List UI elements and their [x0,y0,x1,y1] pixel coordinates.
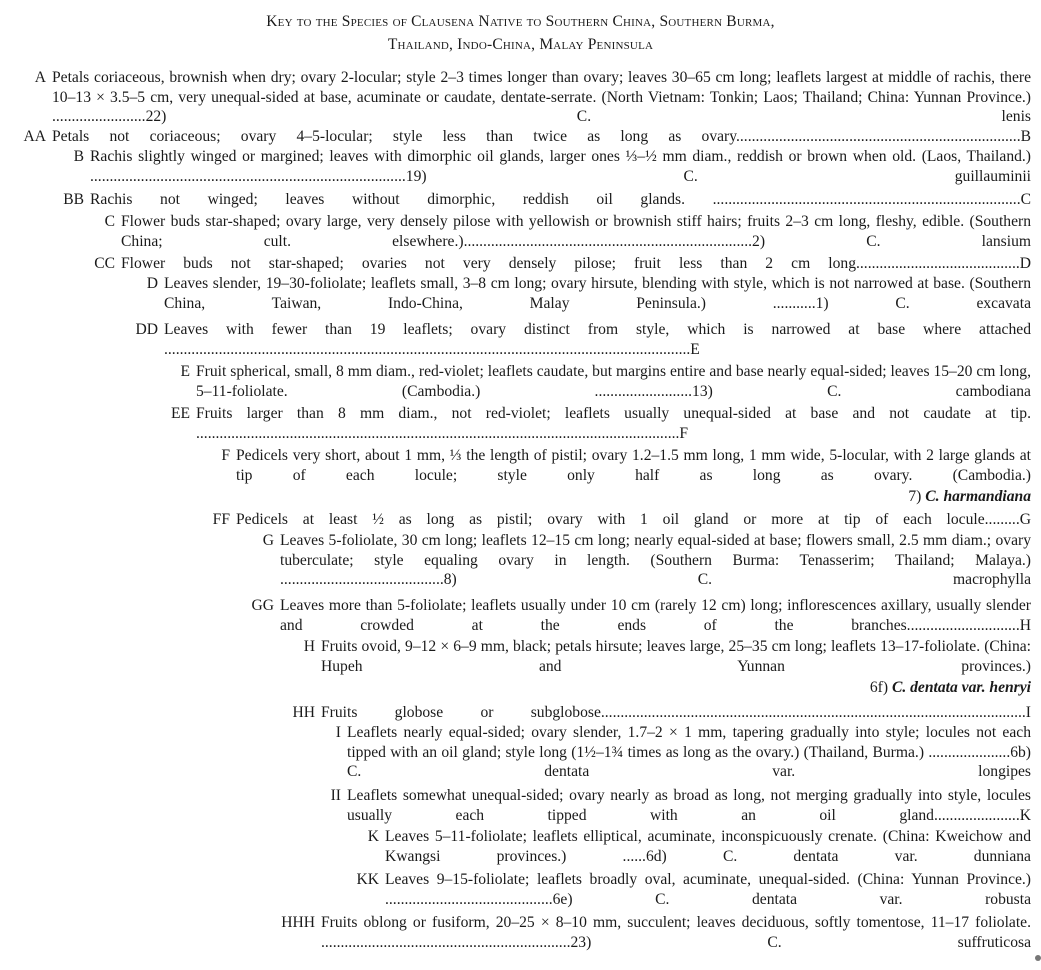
key-entry-D: D Leaves slender, 19–30-foliolate; leaflets small, 3–8 cm long; ovary hirsute, blending with style, which is not narrowed at base. (Southern China, Taiwan, Indo-China, Malay Peninsula.) ...........1) C. excavata [146,275,1031,312]
key-entry-B: B Rachis slightly winged or margined; leaves with dimorphic oil glands, larger ones ⅓–½ mm diam., reddish or brown when old. (Laos, Thailand.) .................................................................................19) C. guillauminii [73,148,1031,185]
key-entry-GG: GG Leaves more than 5-foliolate; leaflets usually under 10 cm (rarely 12 cm) long; inflorescences axillary, usually slender and crowded at the ends of the branches.............................H [251,597,1031,634]
key-entry-HHH: HHH Fruits oblong or fusiform, 20–25 × 8–10 mm, succulent; leaves deciduous, softly tomentose, 11–17 foliolate. ................................................................23) C. suffruticosa [281,914,1031,951]
key-title-line-2: Thailand, Indo-China, Malay Peninsula [387,36,654,53]
key-entry-CC: CC Flower buds not star-shaped; ovaries not very densely pilose; fruit less than 2 cm long..........................................D [94,255,1031,272]
scan-speck [1035,955,1041,961]
key-entry-G: G Leaves 5-foliolate, 30 cm long; leaflets 12–15 cm long; nearly equal-sided at base; flowers small, 2.5 mm diam.; ovary tuberculate; style equaling ovary in length. (Southern Burma: Tenasserim; Thailand; Malaya.) ..........................................8) C. macrophylla [262,532,1031,588]
key-entry-II: II Leaflets somewhat unequal-sided; ovary nearly as broad as long, not merging gradually into style, locules usually each tipped with an oil gland......................K [330,787,1031,824]
key-entry-EE: EE Fruits larger than 8 mm diam., not red-violet; leaflets usually unequal-sided at base and not caudate at tip. ............................................................................................................................F [170,405,1031,442]
key-entry-E: E Fruit spherical, small, 8 mm diam., red-violet; leaflets caudate, but margins entire and base nearly equal-sided; leaves 15–20 cm long, 5–11-foliolate. (Cambodia.) .........................13) C. cambodiana [180,363,1031,400]
key-entry-H: H Fruits ovoid, 9–12 × 6–9 mm, black; petals hirsute; leaves large, 25–35 cm long; leaflets 13–17-foliolate. (China: Hupeh and Yunnan provinces.) [303,638,1031,675]
key-entry-C: C Flower buds star-shaped; ovary large, very densely pilose with yellowish or brownish stiff hairs; fruits 2–3 cm long, fleshy, edible. (Southern China; cult. elsewhere.)..........................................................................2) C. lansium [104,213,1032,250]
key-entry-K: K Leaves 5–11-foliolate; leaflets elliptical, acuminate, inconspicuously crenate. (China: Kweichow and Kwangsi provinces.) ......6d) C. dentata var. dunniana [367,828,1031,865]
key-entry-I: I Leaflets nearly equal-sided; ovary slender, 1.7–2 × 1 mm, tapering gradually into style; locules not each tipped with an oil gland; style long (1½–1¾ times as long as the ovary.) (Thailand, Burma.) .....................6b) C. dentata var. longipes [335,724,1031,780]
key-entry-HH: HH Fruits globose or subglobose.............................................................................................................I [292,704,1031,721]
key-title-line-1: Key to the Species of Clausena Native to Southern China, Southern Burma, [266,13,775,30]
key-entry-H-result: 6f) C. dentata var. henryi [869,679,1031,696]
key-entry-F: F Pedicels very short, about 1 mm, ⅓ the length of pistil; ovary 1.2–1.5 mm long, 1 mm wide, 5-locular, with 2 large glands at tip of each locule; style only half as long as ovary. (Cambodia.) [221,447,1031,484]
key-entry-BB: BB Rachis not winged; leaves without dimorphic, reddish oil glands. ...............................................................................C [63,191,1031,208]
key-entry-AA: AA Petals not coriaceous; ovary 4–5-locular; style less than twice as long as ovary.........................................................................B [23,128,1031,145]
key-entry-KK: KK Leaves 9–15-foliolate; leaflets broadly oval, acuminate, unequal-sided. (China: Yunnan Province.) ...........................................6e) C. dentata var. robusta [356,871,1032,908]
key-entry-DD: DD Leaves with fewer than 19 leaflets; ovary distinct from style, which is narrowed at base where attached .......................................................................................................................................E [135,321,1031,358]
key-entry-A: A Petals coriaceous, brownish when dry; ovary 2-locular; style 2–3 times longer than ovary; leaves 30–65 cm long; leaflets largest at middle of rachis, there 10–13 × 3.5–5 cm, very unequal-sided at base, acuminate or caudate, dentate-serrate. (North Vietnam: Tonkin; Laos; Thailand; China: Yunnan Province.) ........................22) C. lenis [34,69,1031,125]
key-entry-FF: FF Pedicels at least ½ as long as pistil; ovary with 1 oil gland or more at tip of each locule.........G [212,511,1031,528]
key-entry-F-result: 7) C. harmandiana [908,488,1031,505]
